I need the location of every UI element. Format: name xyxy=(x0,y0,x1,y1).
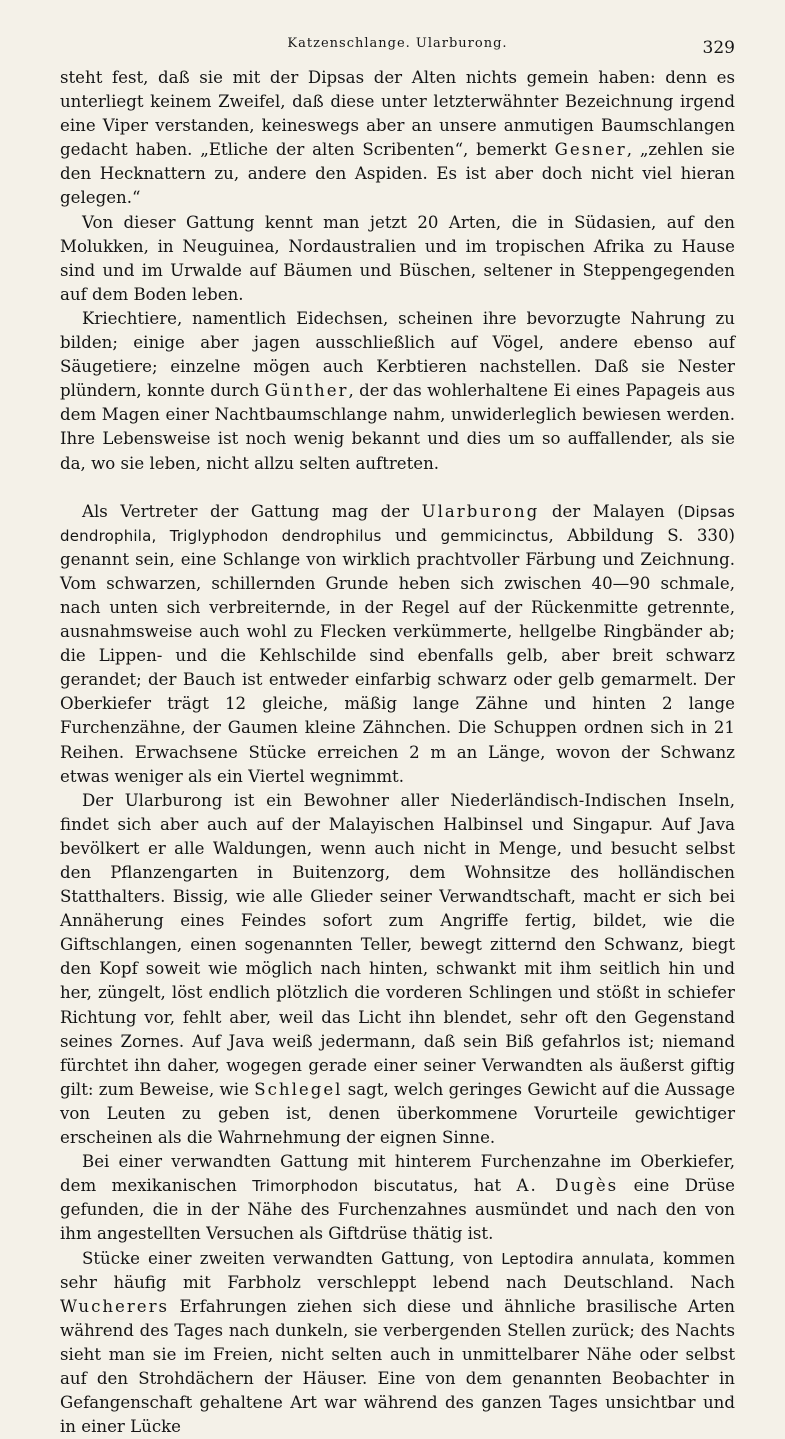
text-run: Bei einer verwandten Gattung mit hinterem Furchenzahne im Oberkiefer, dem mexikanischen xyxy=(60,1152,735,1195)
latin-name: Leptodira annulata xyxy=(501,1250,649,1268)
emphasized-name: Wucherers xyxy=(60,1297,169,1316)
paragraph xyxy=(60,66,735,211)
text-run: und xyxy=(382,526,441,545)
page-number: 329 xyxy=(703,38,735,58)
text-run: Als Vertreter der Gattung mag der xyxy=(82,502,422,521)
paragraph xyxy=(60,500,735,789)
paragraph xyxy=(60,1150,735,1246)
emphasized-name: Ularburong xyxy=(422,502,540,521)
emphasized-name: Günther xyxy=(265,381,349,400)
running-head-title: Katzenschlange. Ularburong. xyxy=(287,36,507,51)
text-run: , der das wohlerhaltene Ei eines Papageis aus dem Magen einer Nachtbaumschlange nahm, unwiderleglich bewiesen werden. Ihre Lebensweise ist noch wenig bekannt und dies um so auffallender, als sie da, wo sie leben, nicht allzu selten auftreten. xyxy=(60,381,735,472)
text-run: Kriechtiere, namentlich Eidechsen, scheinen ihre bevorzugte Nahrung zu bilden; einige aber jagen ausschließlich auf Vögel, andere ebenso auf Säugetiere; einzelne mögen auch Kerbtieren nachstellen. Daß sie Nester plündern, konnte durch xyxy=(60,309,735,400)
emphasized-name: A. Dugès xyxy=(517,1176,619,1195)
text-run: , kommen sehr häufig mit Farbholz verschleppt lebend nach Deutschland. Nach xyxy=(60,1249,735,1292)
text-run: der Malayen ( xyxy=(539,502,683,521)
text-run: , „zehlen sie den Hecknattern zu, andere den Aspiden. Es ist aber doch nicht viel hieran gelegen.“ xyxy=(60,140,735,207)
text-run: sagt, welch geringes Gewicht auf die Aussage von Leuten zu geben ist, denen überkommene Vorurteile gewichtiger erscheinen als die Wahrnehmung der eignen Sinne. xyxy=(60,1080,735,1147)
paragraph xyxy=(60,789,735,1150)
latin-name: gemmicinctus xyxy=(441,527,549,545)
text-run: Von dieser Gattung kennt man jetzt 20 Arten, die in Südasien, auf den Molukken, in Neuguinea, Nordaustralien und im tropischen Afrika zu Hause sind und im Urwalde auf Bäumen und Büschen, seltener in Steppengegenden auf dem Boden leben. xyxy=(60,213,735,304)
text-run: Stücke einer zweiten verwandten Gattung, von xyxy=(82,1249,501,1268)
emphasized-name: Gesner xyxy=(555,140,627,159)
paragraph xyxy=(60,307,735,476)
running-head xyxy=(60,36,735,66)
text-run: Erfahrungen ziehen sich diese und ähnliche brasilische Arten während des Tages nach dunkeln, sie verbergenden Stellen zurück; des Nachts sieht man sie im Freien, nicht selten auch in unmittelbarer Nähe oder selbst auf den Strohdächern der Häuser. Eine von dem genannten Beobachter in Gefangenschaft gehaltene Art war während des ganzen Tages unsichtbar und in einer Lücke xyxy=(60,1297,735,1436)
body-text xyxy=(60,66,735,1439)
text-run: , hat xyxy=(453,1176,516,1195)
text-run: Der Ularburong ist ein Bewohner aller Niederländisch-Indischen Inseln, findet sich aber auch auf der Malayischen Halbinsel und Singapur. Auf Java bevölkert er alle Waldungen, wenn auch nicht in Menge, und besucht selbst den Pflanzengarten in Buitenzorg, dem Wohnsitze des holländischen Statthalters. Bissig, wie alle Glieder seiner Verwandtschaft, macht er sich bei Annäherung eines Feindes sofort zum Angriffe fertig, bildet, wie die Giftschlangen, einen sogenannten Teller, bewegt zitternd den Schwanz, biegt den Kopf soweit wie möglich nach hinten, schwankt mit ihm seitlich hin und her, züngelt, löst endlich plötzlich die vorderen Schlingen und stößt in schiefer Richtung vor, fehlt aber, weil das Licht ihn blendet, sehr oft den Gegenstand seines Zornes. Auf Java weiß jedermann, daß sein Biß gefahrlos ist; niemand fürchtet ihn daher, wogegen gerade einer seiner Verwandten als äußerst giftig gilt: zum Beweise, wie xyxy=(60,791,735,1099)
text-run: eine Drüse gefunden, die in der Nähe des Furchenzahnes ausmündet und nach den von ihm angestellten Versuchen als Giftdrüse thätig ist. xyxy=(60,1176,735,1243)
text-run: , Abbildung S. 330) genannt sein, eine Schlange von wirklich prachtvoller Färbung und Zeichnung. Vom schwarzen, schillernden Grunde heben sich zwischen 40—90 schmale, nach unten sich verbreiternde, in der Regel auf der Rückenmitte getrennte, ausnahmsweise auch wohl zu Flecken verkümmerte, hellgelbe Ringbänder ab; die Lippen- und die Kehlschilde sind ebenfalls gelb, aber breit schwarz gerandet; der Bauch ist entweder einfarbig schwarz oder gelb gemarmelt. Der Oberkiefer trägt 12 gleiche, mäßig lange Zähne und hinten 2 lange Furchenzähne, der Gaumen kleine Zähnchen. Die Schuppen ordnen sich in 21 Reihen. Erwachsene Stücke erreichen 2 m an Länge, wovon der Schwanz etwas weniger als ein Viertel wegnimmt. xyxy=(60,526,735,786)
paragraph xyxy=(60,211,735,307)
text-run: steht fest, daß sie mit der Dipsas der Alten nichts gemein haben: denn es unterliegt keinem Zweifel, daß diese unter letzterwähnter Bezeichnung irgend eine Viper verstanden, keineswegs aber an unsere anmutigen Baumschlangen gedacht haben. „Etliche der alten Scribenten“, bemerkt xyxy=(60,68,735,159)
latin-name: Trimorphodon biscutatus xyxy=(252,1177,453,1195)
paragraph xyxy=(60,1247,735,1439)
latin-name: Dipsas dendrophila, Triglyphodon dendrophilus xyxy=(60,503,735,545)
emphasized-name: Schlegel xyxy=(254,1080,342,1099)
